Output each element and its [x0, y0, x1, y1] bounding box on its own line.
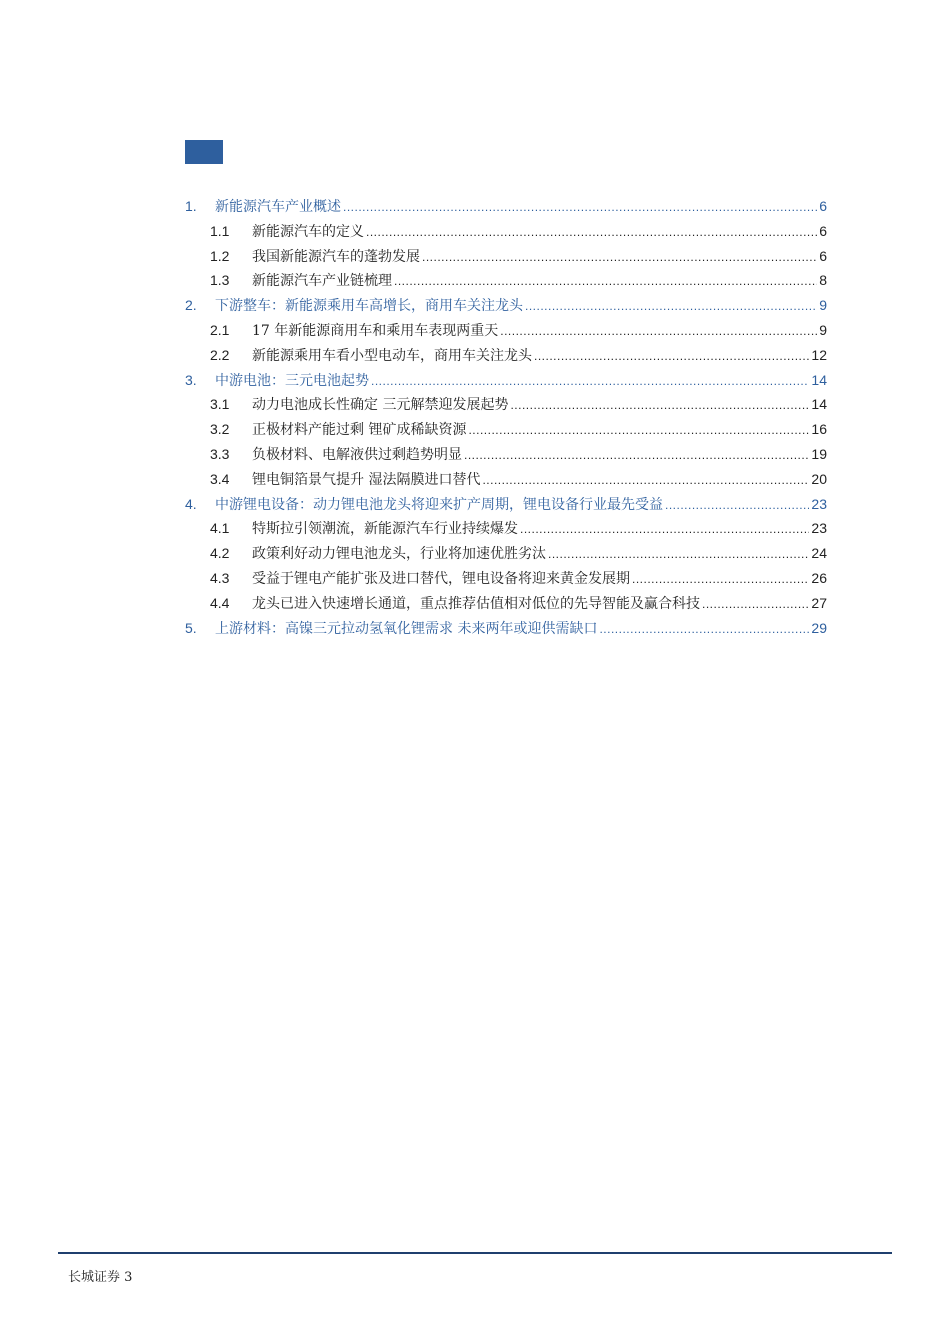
toc-entry[interactable] [185, 417, 827, 442]
toc-dot-leader [371, 369, 809, 394]
toc-dot-leader [702, 592, 809, 617]
toc-entry-title: 动力电池成长性确定 三元解禁迎发展起势 [252, 397, 509, 414]
toc-entry-title: 新能源乘用车看小型电动车，商用车关注龙头 [252, 347, 532, 364]
toc-entry-page: 19 [811, 445, 827, 462]
toc-entry[interactable] [185, 219, 827, 244]
toc-entry[interactable] [185, 566, 827, 591]
toc-entry[interactable] [185, 318, 827, 343]
toc-dot-leader [343, 195, 817, 220]
toc-header-block [185, 140, 223, 164]
toc-entry-title: 17 年新能源商用车和乘用车表现两重天 [252, 322, 499, 339]
toc-entry-number: 4.1 [210, 520, 230, 537]
toc-entry-page: 8 [819, 272, 827, 289]
toc-dot-leader [525, 294, 817, 319]
toc-entry[interactable] [185, 293, 827, 318]
toc-entry-page: 29 [811, 619, 827, 636]
toc-entry-page: 24 [811, 545, 827, 562]
toc-entry-title: 受益于锂电产能扩张及进口替代，锂电设备将迎来黄金发展期 [252, 570, 630, 587]
toc-dot-leader [665, 493, 809, 518]
toc-entry-number: 3.3 [210, 445, 230, 462]
toc-dot-leader [366, 220, 817, 245]
toc-entry-title: 新能源汽车产业链梳理 [252, 273, 392, 290]
toc-entry[interactable] [185, 268, 827, 293]
toc-entry[interactable] [185, 244, 827, 269]
toc-entry-number: 5. [185, 619, 197, 636]
toc-dot-leader [548, 542, 809, 567]
toc-entry-page: 14 [811, 371, 827, 388]
toc-entry-title: 龙头已进入快速增长通道，重点推荐估值相对低位的先导智能及赢合科技 [252, 595, 700, 612]
toc-entry[interactable] [185, 492, 827, 517]
toc-entry[interactable] [185, 392, 827, 417]
toc-dot-leader [422, 245, 817, 270]
toc-entry-number: 1. [185, 198, 197, 214]
toc-entry-page: 16 [811, 421, 827, 438]
toc-dot-leader [520, 517, 809, 542]
toc-entry-number: 3.4 [210, 470, 230, 487]
toc-entry-title: 上游材料：高镍三元拉动氢氧化锂需求 未来两年或迎供需缺口 [215, 620, 598, 637]
toc-entry-number: 1.2 [210, 247, 230, 264]
toc-entry-number: 4.2 [210, 545, 230, 562]
toc-dot-leader [500, 319, 817, 344]
toc-entry-title: 政策利好动力锂电池龙头，行业将加速优胜劣汰 [252, 546, 546, 563]
toc-entry-number: 1.1 [210, 222, 230, 239]
toc-entry[interactable] [185, 541, 827, 566]
toc-entry-number: 4.3 [210, 569, 230, 586]
toc-entry-title: 锂电铜箔景气提升 湿法隔膜进口替代 [252, 471, 481, 488]
toc-entry[interactable] [185, 368, 827, 393]
toc-dot-leader [468, 418, 809, 443]
toc-entry[interactable] [185, 442, 827, 467]
toc-dot-leader [534, 344, 809, 369]
toc-entry-title: 我国新能源汽车的蓬勃发展 [252, 248, 420, 265]
footer-label: 长城证券 3 [68, 1270, 133, 1285]
toc-entry-number: 4. [185, 495, 197, 512]
toc-entry[interactable] [185, 467, 827, 492]
toc-entry-number: 4.4 [210, 594, 230, 611]
toc-dot-leader [632, 567, 809, 592]
toc-entry-title: 正极材料产能过剩 锂矿成稀缺资源 [252, 422, 467, 439]
toc-entry[interactable] [185, 616, 827, 641]
toc-entry-title: 负极材料、电解液供过剩趋势明显 [252, 446, 462, 463]
toc-entry-page: 6 [819, 247, 827, 264]
toc-entry-page: 14 [811, 396, 827, 413]
toc-entry-page: 12 [811, 346, 827, 363]
toc-entry-title: 新能源汽车产业概述 [215, 199, 341, 215]
toc-entry-page: 26 [811, 569, 827, 586]
toc-entry-title: 下游整车：新能源乘用车高增长，商用车关注龙头 [215, 298, 523, 315]
toc-entry[interactable] [185, 343, 827, 368]
toc-entry-number: 3. [185, 371, 197, 388]
toc-entry-number: 2.2 [210, 346, 230, 363]
toc-entry-title: 中游锂电设备：动力锂电池龙头将迎来扩产周期，锂电设备行业最先受益 [215, 496, 663, 513]
toc-dot-leader [599, 617, 809, 642]
toc-entry-page: 23 [811, 495, 827, 512]
toc-entry-page: 27 [811, 594, 827, 611]
toc-dot-leader [482, 468, 809, 493]
toc-entry[interactable] [185, 194, 827, 219]
toc-entry[interactable] [185, 591, 827, 616]
toc-dot-leader [394, 269, 817, 294]
toc-entry-page: 9 [819, 297, 827, 314]
toc-dot-leader [510, 393, 809, 418]
toc-entry-page: 9 [819, 321, 827, 338]
toc-entry[interactable] [185, 516, 827, 541]
toc-entry-number: 3.2 [210, 421, 230, 438]
toc-entry-number: 2.1 [210, 321, 230, 338]
toc-entry-number: 1.3 [210, 272, 230, 289]
toc-entry-page: 20 [811, 470, 827, 487]
toc-entry-page: 23 [811, 520, 827, 537]
toc-entry-title: 特斯拉引领潮流，新能源汽车行业持续爆发 [252, 521, 518, 538]
toc-entry-page: 6 [819, 222, 827, 239]
table-of-contents [185, 194, 827, 640]
toc-entry-number: 2. [185, 297, 197, 314]
toc-entry-page: 6 [819, 198, 827, 214]
toc-entry-title: 中游电池：三元电池起势 [215, 372, 369, 389]
toc-dot-leader [464, 443, 809, 468]
footer-rule [58, 1252, 892, 1254]
toc-entry-number: 3.1 [210, 396, 230, 413]
toc-entry-title: 新能源汽车的定义 [252, 223, 364, 240]
